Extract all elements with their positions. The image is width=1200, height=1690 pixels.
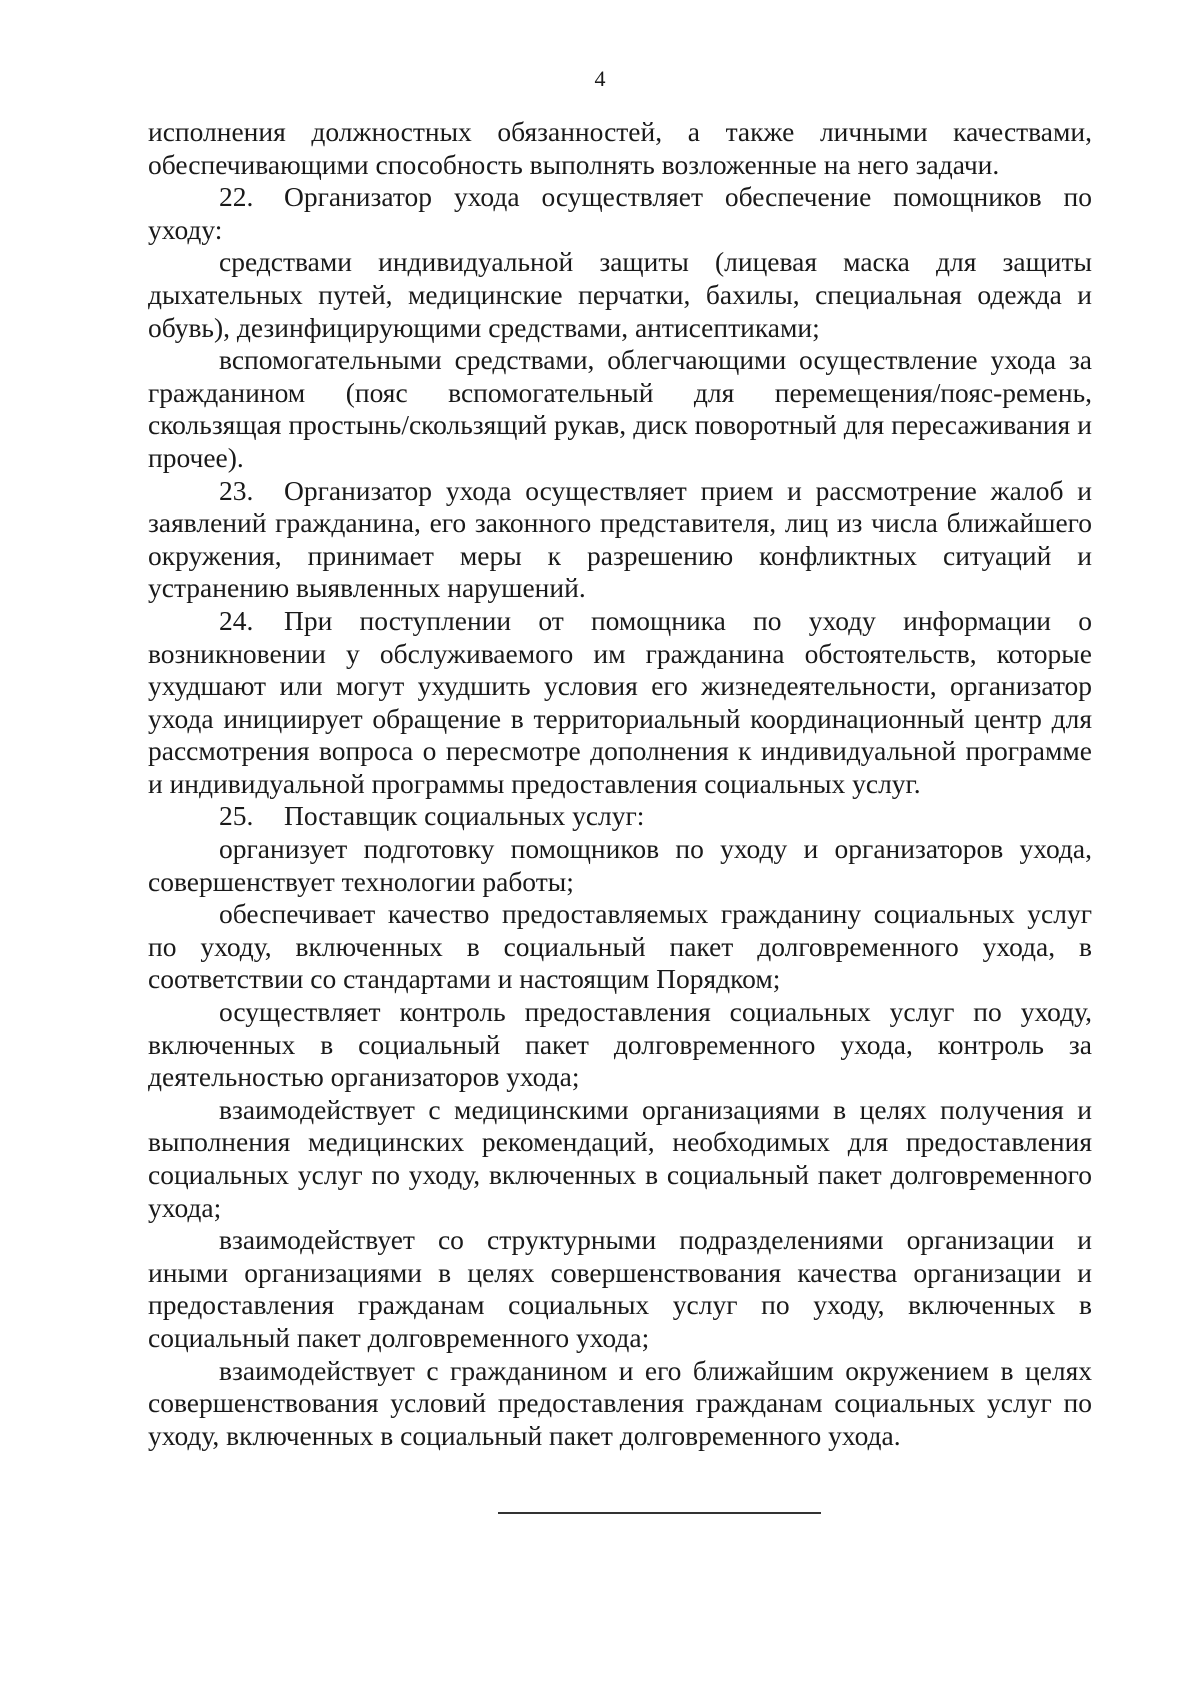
paragraph-text: вспомогательными средствами, облегчающими осуществление ухода за гражданином (пояс вспомогательный для перемещения/пояс-ремень, скользящая простынь/скользящий рукав, диск поворотный для пересаживания и прочее). <box>148 344 1092 473</box>
paragraph-text: взаимодействует с гражданином и его ближайшим окружением в целях совершенствования условий предоставления гражданам социальных услуг по уходу, включенных в социальный пакет долговременного ухода. <box>148 1354 1092 1451</box>
paragraph-text: Поставщик социальных услуг: <box>284 800 645 832</box>
subparagraph <box>148 898 1092 996</box>
subparagraph <box>148 1094 1092 1224</box>
subparagraph <box>148 1355 1092 1453</box>
subparagraph <box>148 996 1092 1094</box>
paragraph-text: обеспечивает качество предоставляемых гражданину социальных услуг по уходу, включенных в социальный пакет долговременного ухода, в соответствии со стандартами и настоящим Порядком; <box>148 898 1092 995</box>
paragraph-continuation <box>148 116 1092 181</box>
page-number: 4 <box>594 66 606 91</box>
paragraph-text: Организатор ухода осуществляет обеспечение помощников по уходу: <box>148 181 1092 245</box>
document-body <box>148 116 1092 1452</box>
paragraph-text: средствами индивидуальной защиты (лицевая маска для защиты дыхательных путей, медицинские перчатки, бахилы, специальная одежда и обувь), дезинфицирующими средствами, антисептиками; <box>148 246 1092 343</box>
paragraph-text: Организатор ухода осуществляет прием и рассмотрение жалоб и заявлений гражданина, его законного представителя, лиц из числа ближайшего окружения, принимает меры к разрешению конфликтных ситуаций и устранению выявленных нарушений. <box>148 474 1092 604</box>
paragraph-text: исполнения должностных обязанностей, а также личными качествами, обеспечивающими способность выполнять возложенные на него задачи. <box>148 116 1092 180</box>
subparagraph <box>148 344 1092 474</box>
paragraph-text: взаимодействует со структурными подразделениями организации и иными организациями в целях совершенствования качества организации и предоставления гражданам социальных услуг по уходу, включенных в социальный пакет долговременного ухода; <box>148 1224 1092 1353</box>
paragraph-text: организует подготовку помощников по уходу и организаторов ухода, совершенствует технологии работы; <box>148 833 1092 897</box>
clause-number: 25. <box>219 800 254 832</box>
paragraph-text: взаимодействует с медицинскими организациями в целях получения и выполнения медицинских рекомендаций, необходимых для предоставления социальных услуг по уходу, включенных в социальный пакет долговременного ухода; <box>148 1093 1092 1223</box>
clause-25 <box>148 800 1092 833</box>
clause-22 <box>148 181 1092 246</box>
subparagraph <box>148 833 1092 898</box>
clause-24 <box>148 605 1092 801</box>
clause-number: 24. <box>219 604 254 636</box>
subparagraph <box>148 1224 1092 1354</box>
end-of-document-rule <box>498 1512 821 1514</box>
paragraph-text: осуществляет контроль предоставления социальных услуг по уходу, включенных в социальный пакет долговременного ухода, контроль за деятельностью организаторов ухода; <box>148 996 1092 1093</box>
clause-number: 23. <box>219 474 254 506</box>
clause-23 <box>148 475 1092 605</box>
paragraph-text: При поступлении от помощника по уходу информации о возникновении у обслуживаемого им гражданина обстоятельств, которые ухудшают или могут ухудшить условия его жизнедеятельности, организатор ухода инициирует обращение в территориальный координационный центр для рассмотрения вопроса о пересмотре дополнения к индивидуальной программе и индивидуальной программы предоставления социальных услуг. <box>148 604 1092 799</box>
clause-number: 22. <box>219 181 254 213</box>
subparagraph <box>148 246 1092 344</box>
